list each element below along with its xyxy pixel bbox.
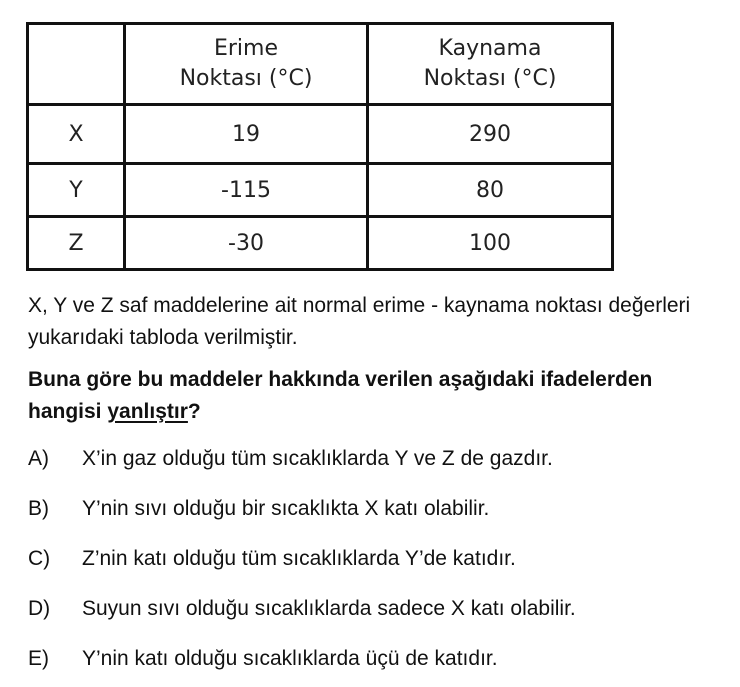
option-d[interactable] (28, 584, 728, 634)
melting-header-line-1: Erime (213, 36, 279, 61)
question-prompt-text: Buna göre bu maddeler hakkında verilen aşağıdaki ifadelerden hangisi (28, 368, 653, 423)
boiling-header-line-1: Kaynama (438, 36, 542, 61)
table-row (28, 105, 613, 164)
melting-header-line-2: Noktası (°C) (179, 66, 313, 91)
option-letter: E) (28, 647, 49, 670)
melting-point-header (125, 24, 368, 105)
option-text: Suyun sıvı olduğu sıcaklıklarda sadece X katı olabilir. (82, 597, 576, 620)
table-row (28, 217, 613, 270)
option-letter: D) (28, 597, 51, 620)
option-c[interactable] (28, 534, 728, 584)
melting-point-cell: 19 (125, 105, 368, 164)
option-b[interactable] (28, 484, 728, 534)
option-text: Y’nin sıvı olduğu bir sıcaklıkta X katı olabilir. (82, 497, 490, 520)
option-a[interactable] (28, 434, 728, 484)
option-text: X’in gaz olduğu tüm sıcaklıklarda Y ve Z de gazdır. (82, 447, 553, 470)
question-block (28, 290, 728, 684)
question-intro: X, Y ve Z saf maddelerine ait normal erime - kaynama noktası değerleri yukarıdaki tabloda verilmiştir. (28, 294, 691, 349)
melting-point-cell: -115 (125, 164, 368, 217)
option-text: Y’nin katı olduğu sıcaklıklarda üçü de katıdır. (82, 647, 498, 670)
table-row (28, 164, 613, 217)
answer-options (28, 434, 728, 684)
melting-boiling-table (26, 22, 614, 271)
boiling-point-header (368, 24, 613, 105)
question-prompt (28, 364, 728, 428)
option-letter: B) (28, 497, 49, 520)
substance-cell: X (28, 105, 125, 164)
question-emphasis: yanlıştır (107, 400, 188, 423)
boiling-header-line-2: Noktası (°C) (423, 66, 557, 91)
boiling-point-cell: 290 (368, 105, 613, 164)
question-mark: ? (187, 400, 201, 423)
option-e[interactable] (28, 634, 728, 684)
substance-cell: Z (28, 217, 125, 270)
option-text: Z’nin katı olduğu tüm sıcaklıklarda Y’de katıdır. (82, 547, 516, 570)
melting-point-cell: -30 (125, 217, 368, 270)
table-corner-cell (28, 24, 125, 105)
boiling-point-cell: 100 (368, 217, 613, 270)
table-header-row (28, 24, 613, 105)
substance-cell: Y (28, 164, 125, 217)
option-letter: C) (28, 547, 51, 570)
option-letter: A) (28, 447, 49, 470)
boiling-point-cell: 80 (368, 164, 613, 217)
